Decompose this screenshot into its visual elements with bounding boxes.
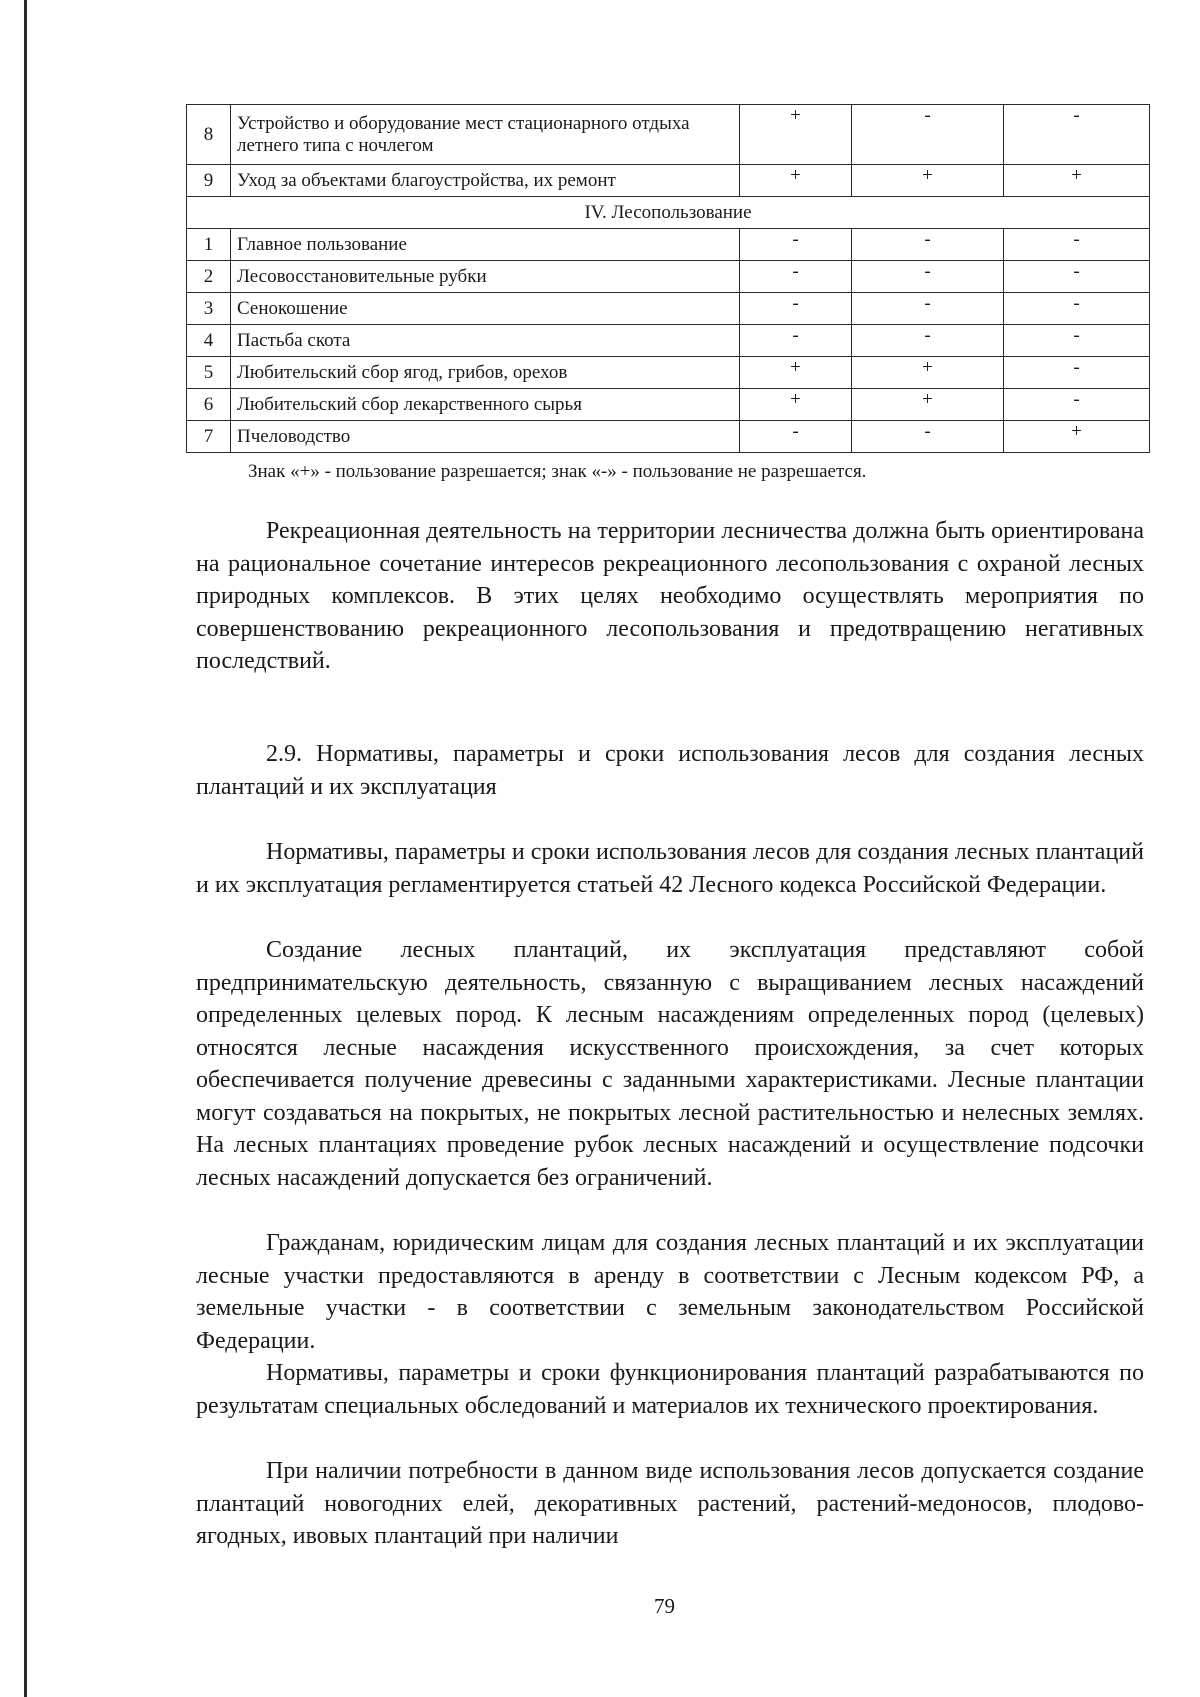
row-number: 2 — [187, 261, 231, 293]
row-mark: - — [852, 421, 1004, 453]
row-mark: - — [740, 293, 852, 325]
row-number: 3 — [187, 293, 231, 325]
row-number: 1 — [187, 229, 231, 261]
table-row — [187, 325, 1150, 357]
row-mark: + — [852, 357, 1004, 389]
row-number: 5 — [187, 357, 231, 389]
row-mark: + — [740, 389, 852, 421]
row-activity: Пчеловодство — [231, 421, 740, 453]
usage-table — [186, 104, 1150, 453]
table-row — [187, 229, 1150, 261]
row-activity: Устройство и оборудование мест стационарного отдыха летнего типа с ночлегом — [231, 105, 740, 165]
row-activity: Лесовосстановительные рубки — [231, 261, 740, 293]
paragraph-recreation: Рекреационная деятельность на территории лесничества должна быть ориентирована на рациональное сочетание интересов рекреационного лесопользования с охраной лесных природных комплексов. В этих целях необходимо осуществлять мероприятия по совершенствованию рекреационного лесопользования и предотвращению негативных последствий. — [196, 518, 1144, 674]
row-mark: - — [1004, 389, 1150, 421]
paragraph: Нормативы, параметры и сроки функционирования плантаций разрабатываются по результатам специальных обследований и материалов их технического проектирования. — [196, 1360, 1144, 1419]
table-section-header — [187, 197, 1150, 229]
row-mark: - — [1004, 293, 1150, 325]
row-mark: - — [1004, 229, 1150, 261]
row-mark: - — [1004, 357, 1150, 389]
row-mark: - — [1004, 325, 1150, 357]
row-mark: - — [740, 421, 852, 453]
row-mark: + — [740, 165, 852, 197]
table-row — [187, 357, 1150, 389]
row-mark: - — [740, 261, 852, 293]
row-mark: - — [852, 229, 1004, 261]
row-number: 6 — [187, 389, 231, 421]
row-mark: + — [740, 357, 852, 389]
row-mark: + — [1004, 165, 1150, 197]
table-row — [187, 105, 1150, 165]
scan-edge-line — [24, 0, 27, 1697]
row-mark: - — [740, 325, 852, 357]
row-activity: Любительский сбор лекарственного сырья — [231, 389, 740, 421]
row-mark: - — [740, 229, 852, 261]
row-mark: - — [852, 325, 1004, 357]
row-mark: - — [852, 105, 1004, 165]
table-row — [187, 165, 1150, 197]
row-number: 8 — [187, 105, 231, 165]
table-row — [187, 389, 1150, 421]
paragraph: Гражданам, юридическим лицам для создания лесных плантаций и их эксплуатации лесные участки предоставляются в аренду в соответствии с Лесным кодексом РФ, а земельные участки - в соответствии с земельным законодательством Российской Федерации. — [196, 1230, 1144, 1354]
row-mark: - — [852, 293, 1004, 325]
paragraph: При наличии потребности в данном виде использования лесов допускается создание плантаций новогодних елей, декоративных растений, растений-медоносов, плодово-ягодных, ивовых плантаций при наличии — [196, 1458, 1144, 1549]
row-mark: - — [852, 261, 1004, 293]
row-mark: - — [1004, 261, 1150, 293]
section-title: IV. Лесопользование — [187, 197, 1150, 229]
table-legend: Знак «+» - пользование разрешается; знак «-» - пользование не разрешается. — [248, 461, 867, 482]
row-mark: + — [852, 165, 1004, 197]
row-activity: Сенокошение — [231, 293, 740, 325]
row-activity: Уход за объектами благоустройства, их ремонт — [231, 165, 740, 197]
row-number: 7 — [187, 421, 231, 453]
table-row — [187, 293, 1150, 325]
row-activity: Главное пользование — [231, 229, 740, 261]
paragraph: Создание лесных плантаций, их эксплуатация представляют собой предпринимательскую деятельность, связанную с выращиванием лесных насаждений определенных целевых пород. К лесным насаждениям определенных пород (целевых) относятся лесные насаждения искусственного происхождения, за счет которых обеспечивается получение древесины с заданными характеристиками. Лесные плантации могут создаваться на покрытых, не покрытых лесной растительностью и нелесных землях. На лесных плантациях проведение рубок лесных насаждений и осуществление подсочки лесных насаждений допускается без ограничений. — [196, 937, 1144, 1191]
page-number: 79 — [654, 1594, 675, 1618]
row-number: 4 — [187, 325, 231, 357]
row-number: 9 — [187, 165, 231, 197]
section-heading: 2.9. Нормативы, параметры и сроки использования лесов для создания лесных плантаций и их эксплуатация — [196, 741, 1144, 800]
row-mark: + — [1004, 421, 1150, 453]
row-mark: + — [852, 389, 1004, 421]
row-mark: - — [1004, 105, 1150, 165]
row-activity: Пастьба скота — [231, 325, 740, 357]
table-row — [187, 261, 1150, 293]
row-activity: Любительский сбор ягод, грибов, орехов — [231, 357, 740, 389]
paragraph: Нормативы, параметры и сроки использования лесов для создания лесных плантаций и их эксплуатация регламентируется статьей 42 Лесного кодекса Российской Федерации. — [196, 839, 1144, 898]
table-row — [187, 421, 1150, 453]
row-mark: + — [740, 105, 852, 165]
